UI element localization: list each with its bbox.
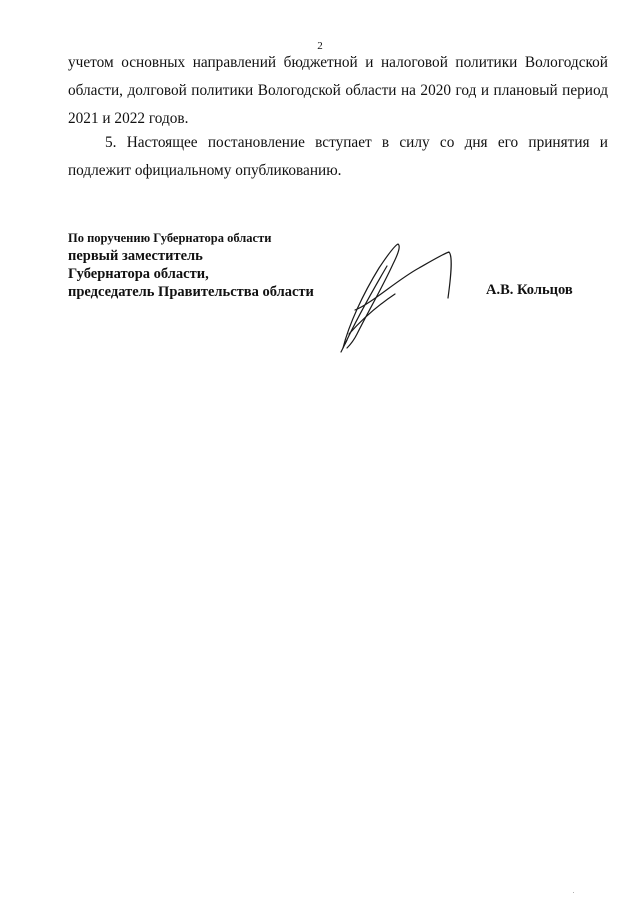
handwritten-signature [335,236,470,356]
scan-speck [573,892,574,893]
paragraph-line: области, долговой политики Вологодской области на 2020 год и плановый период [68,82,608,99]
signature-block [68,229,314,301]
paragraph-continued [68,49,608,133]
paragraph-5 [68,129,608,185]
signatory-authority-note: По поручению Губернатора области [68,231,272,245]
paragraph-line: 5. Настоящее постановление вступает в силу со дня его принятия и [105,134,608,151]
paragraph-line: подлежит официальному опубликованию. [68,162,342,179]
signatory-title-line: Губернатора области, [68,266,209,282]
signer-name: А.В. Кольцов [486,282,573,298]
signatory-title-line: председатель Правительства области [68,284,314,300]
paragraph-line: 2021 и 2022 годов. [68,110,189,127]
page-number: 2 [317,40,323,52]
signatory-title-line: первый заместитель [68,248,203,264]
paragraph-line: учетом основных направлений бюджетной и налоговой политики Вологодской [68,54,608,71]
